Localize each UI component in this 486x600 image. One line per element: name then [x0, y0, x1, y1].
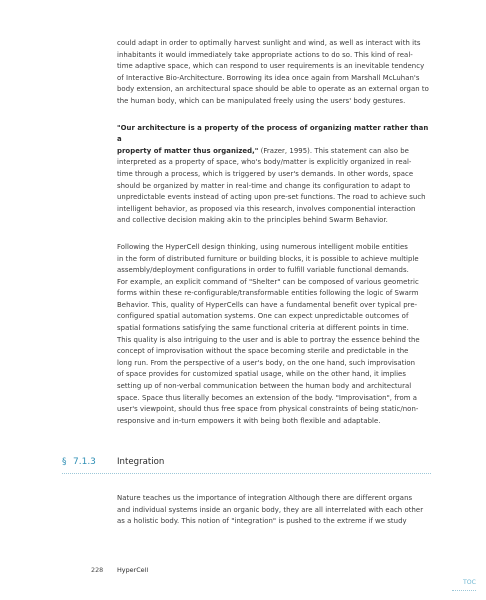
- page-number: 228: [91, 566, 104, 574]
- body-text-column: [117, 38, 429, 442]
- section-heading: [62, 457, 431, 471]
- section-text-column: [117, 493, 429, 543]
- paragraph-2-text: (Frazer, 1995). This statement can also be interpreted as a property of space, who's body/matter is explicitly organized in real- time through a process, which is triggered by user's demands. In other words, space should be organized by matter in real-time and change its configuration to adapt to unpredictable events instead of acting upon pre-set functions. The road to achieve such intelligent behavior, as proposed via this research, involves componential interaction and collective decision making akin to the principles behind Swarm Behavior.: [117, 146, 426, 225]
- paragraph-1: could adapt in order to optimally harvest sunlight and wind, as well as interact with its inhabitants it would immediately take appropriate actions to do so. This kind of real- time adaptive space, which can respond to user requirements is an inevitable tendency of Interactive Bio-Architecture. Borrowing its idea once again from Marshall McLuhan's body extension, an architectural space should be able to operate as an external organ to the human body, which can be manipulated freely using the users' body gestures.: [117, 39, 429, 105]
- section-divider: [62, 473, 431, 474]
- paragraph-2: [117, 123, 429, 227]
- paragraph-2-quote: "Our architecture is a property of the process of organizing matter rather than a property of matter thus organized,": [117, 123, 429, 155]
- running-footer-title: HyperCell: [117, 566, 149, 574]
- section-title: Integration: [117, 457, 165, 467]
- paragraph-3: Following the HyperCell design thinking, using numerous intelligent mobile entities in the form of distributed furniture or building blocks, it is possible to achieve multiple assembly/deployment configurations in order to fulfill variable functional demands. For example, an explicit command of "Shelter" can be composed of various geometric forms within these re-configurable/transformable entities following the logic of Swarm Behavior. This, quality of HyperCells can have a fundamental benefit over typical pre- configured spatial automation systems. One can expect unpredictable outcomes of spatial formations satisfying the same functional criteria at different points in time. This quality is also intriguing to the user and is able to portray the essence behind the concept of improvisation without the space becoming sterile and predictable in the long run. From the perspective of a user's body, on the one hand, such improvisation of space provides for customized spatial usage, while on the other hand, it implies setting up of non-verbal communication between the human body and architectural space. Space thus literally becomes an extension of the body. "Improvisation", from a user's viewpoint, should thus free space from physical constraints of being static/non- responsive and in-turn empowers it with being both flexible and adaptable.: [117, 242, 420, 425]
- paragraph-4: Nature teaches us the importance of integration Although there are different organs and individual systems inside an organic body, they are all interrelated with each other as a holistic body. This notion of "integration" is pushed to the extreme if we study: [117, 494, 424, 526]
- toc-link[interactable]: TOC: [463, 579, 476, 586]
- section-number: 7.1.3: [73, 457, 96, 467]
- section-symbol: §: [62, 457, 67, 467]
- toc-underline: [452, 590, 476, 591]
